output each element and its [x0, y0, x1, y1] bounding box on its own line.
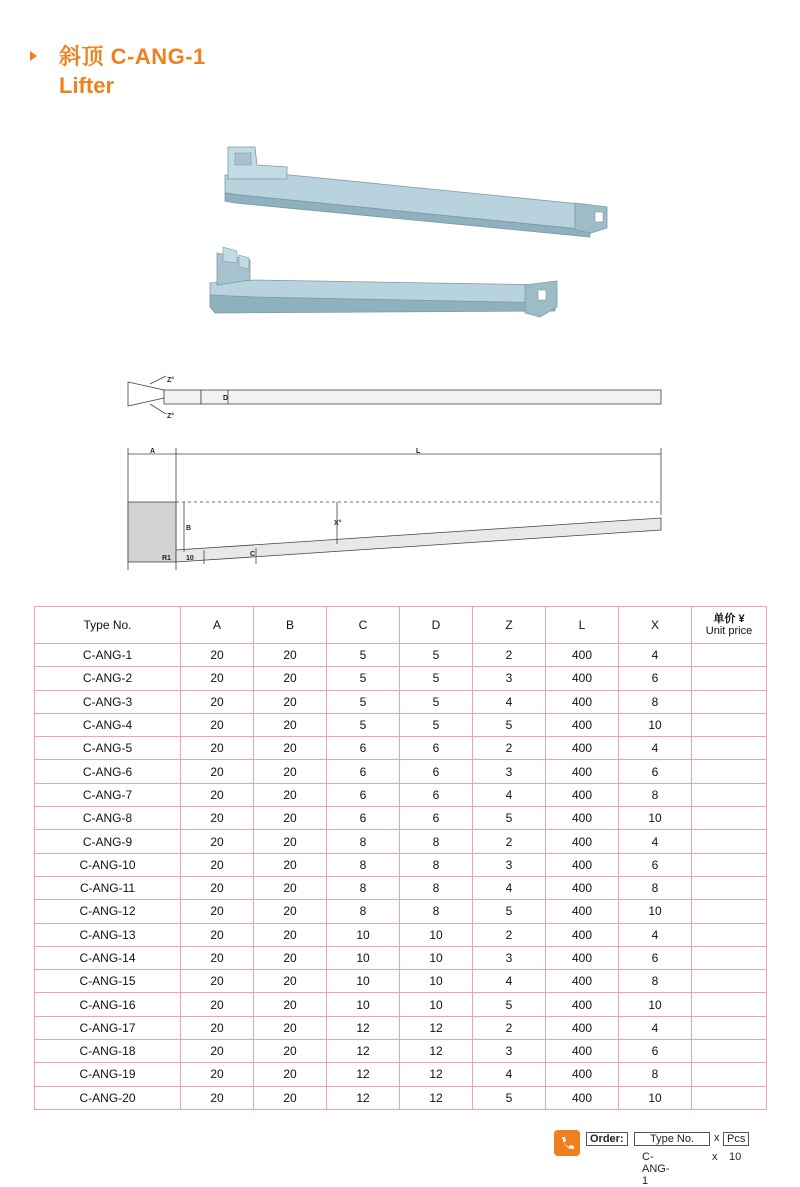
table-cell: 20 [254, 807, 327, 830]
label-z-top: Z° [167, 377, 175, 384]
header-z: Z [473, 607, 546, 644]
table-cell: 3 [473, 667, 546, 690]
table-cell: 12 [400, 1016, 473, 1039]
order-example-qty: 10 [729, 1151, 742, 1163]
table-cell: 8 [327, 900, 400, 923]
table-cell: 400 [546, 1040, 619, 1063]
table-cell: 12 [327, 1016, 400, 1039]
table-cell: 10 [619, 1086, 692, 1109]
lifter-render-top [225, 147, 607, 237]
table-cell: 400 [546, 923, 619, 946]
table-cell: 10 [619, 900, 692, 923]
table-cell: 4 [473, 1063, 546, 1086]
order-type-label: Type No. [634, 1132, 710, 1146]
table-cell: 6 [400, 783, 473, 806]
table-cell: C-ANG-7 [35, 783, 181, 806]
order-example-type: C-ANG-1 [642, 1151, 670, 1187]
table-cell: C-ANG-13 [35, 923, 181, 946]
spec-table [34, 606, 767, 1110]
page-subtitle: Lifter [59, 73, 114, 98]
table-cell: 6 [327, 807, 400, 830]
table-cell: 20 [254, 853, 327, 876]
table-cell: 20 [181, 807, 254, 830]
table-cell: C-ANG-18 [35, 1040, 181, 1063]
label-z-bottom: Z° [167, 413, 175, 420]
table-cell: 20 [254, 760, 327, 783]
table-cell: 20 [254, 993, 327, 1016]
lifter-render-bottom [210, 247, 557, 317]
table-row [35, 946, 767, 969]
table-cell: 6 [619, 946, 692, 969]
table-cell: 8 [619, 876, 692, 899]
top-view [128, 376, 661, 414]
table-cell: 8 [619, 783, 692, 806]
label-c: C [250, 551, 256, 558]
table-cell: 20 [254, 923, 327, 946]
table-row [35, 760, 767, 783]
table-cell: 20 [254, 737, 327, 760]
label-r1: R1 [162, 555, 171, 562]
unit-price-cell [692, 900, 767, 923]
table-row [35, 807, 767, 830]
table-cell: 400 [546, 876, 619, 899]
table-cell: 2 [473, 830, 546, 853]
table-cell: 6 [327, 760, 400, 783]
table-cell: 400 [546, 690, 619, 713]
table-cell: 20 [254, 1086, 327, 1109]
table-cell: 400 [546, 807, 619, 830]
table-cell: 5 [473, 1086, 546, 1109]
table-cell: 20 [181, 900, 254, 923]
table-cell: 20 [254, 830, 327, 853]
table-cell: 6 [400, 760, 473, 783]
unit-price-cell [692, 1016, 767, 1039]
header-a: A [181, 607, 254, 644]
table-cell: 20 [181, 667, 254, 690]
label-a: A [150, 448, 156, 455]
order-label: Order: [586, 1132, 628, 1146]
table-cell: 20 [181, 876, 254, 899]
unit-price-cell [692, 1063, 767, 1086]
lifter-3d-renders [195, 135, 635, 335]
table-cell: 4 [619, 644, 692, 667]
table-row [35, 830, 767, 853]
table-cell: 3 [473, 1040, 546, 1063]
table-cell: 6 [619, 760, 692, 783]
table-cell: 5 [400, 667, 473, 690]
table-cell: 10 [327, 970, 400, 993]
table-cell: C-ANG-4 [35, 713, 181, 736]
header-l: L [546, 607, 619, 644]
table-cell: C-ANG-20 [35, 1086, 181, 1109]
table-cell: C-ANG-16 [35, 993, 181, 1016]
table-row [35, 1016, 767, 1039]
table-cell: C-ANG-6 [35, 760, 181, 783]
table-cell: 4 [473, 783, 546, 806]
order-multiply-sign: x [714, 1132, 720, 1144]
side-view [128, 448, 661, 570]
table-cell: 5 [400, 644, 473, 667]
table-cell: 20 [254, 713, 327, 736]
table-cell: 20 [181, 853, 254, 876]
table-cell: 5 [400, 713, 473, 736]
label-d: D [223, 395, 229, 402]
table-cell: C-ANG-2 [35, 667, 181, 690]
table-cell: 20 [254, 1040, 327, 1063]
table-cell: 20 [181, 783, 254, 806]
table-cell: 400 [546, 1063, 619, 1086]
table-cell: 20 [254, 876, 327, 899]
table-cell: 400 [546, 900, 619, 923]
header-d: D [400, 607, 473, 644]
table-cell: 10 [400, 970, 473, 993]
table-cell: 20 [181, 946, 254, 969]
table-cell: 4 [473, 970, 546, 993]
table-cell: C-ANG-14 [35, 946, 181, 969]
unit-price-cell [692, 713, 767, 736]
table-cell: 20 [181, 644, 254, 667]
table-cell: 4 [473, 876, 546, 899]
table-cell: 5 [327, 667, 400, 690]
table-cell: 20 [181, 690, 254, 713]
table-cell: 12 [400, 1086, 473, 1109]
table-cell: 20 [254, 690, 327, 713]
table-cell: 400 [546, 783, 619, 806]
table-cell: 10 [327, 923, 400, 946]
table-cell: C-ANG-15 [35, 970, 181, 993]
table-row [35, 1040, 767, 1063]
table-cell: 20 [254, 667, 327, 690]
table-cell: 10 [619, 807, 692, 830]
table-header-row [35, 607, 767, 644]
header-b: B [254, 607, 327, 644]
table-cell: 8 [619, 970, 692, 993]
table-cell: 20 [254, 900, 327, 923]
table-row [35, 876, 767, 899]
table-cell: 4 [619, 923, 692, 946]
table-cell: C-ANG-12 [35, 900, 181, 923]
table-cell: 20 [181, 993, 254, 1016]
table-cell: 6 [619, 853, 692, 876]
table-cell: 20 [254, 1016, 327, 1039]
unit-price-cell [692, 667, 767, 690]
table-row [35, 713, 767, 736]
unit-price-cell [692, 690, 767, 713]
table-cell: 12 [400, 1063, 473, 1086]
table-cell: 8 [619, 1063, 692, 1086]
table-cell: 20 [181, 1016, 254, 1039]
table-cell: 2 [473, 923, 546, 946]
table-row [35, 737, 767, 760]
table-cell: 6 [327, 783, 400, 806]
unit-price-cell [692, 946, 767, 969]
table-cell: 6 [619, 1040, 692, 1063]
table-cell: 3 [473, 853, 546, 876]
table-cell: 8 [327, 876, 400, 899]
table-cell: 12 [327, 1063, 400, 1086]
table-cell: C-ANG-5 [35, 737, 181, 760]
table-cell: 5 [473, 807, 546, 830]
lifter-dimension-drawing [120, 370, 680, 570]
table-cell: 4 [473, 690, 546, 713]
label-b: B [186, 525, 192, 532]
table-cell: 8 [327, 853, 400, 876]
table-row [35, 993, 767, 1016]
table-row [35, 783, 767, 806]
table-cell: 20 [254, 970, 327, 993]
table-cell: 5 [473, 900, 546, 923]
table-cell: 8 [619, 690, 692, 713]
table-cell: 5 [327, 690, 400, 713]
table-cell: 10 [400, 923, 473, 946]
table-cell: 8 [400, 876, 473, 899]
table-cell: 3 [473, 946, 546, 969]
table-cell: 5 [400, 690, 473, 713]
table-cell: 10 [619, 993, 692, 1016]
table-cell: C-ANG-19 [35, 1063, 181, 1086]
table-cell: 12 [400, 1040, 473, 1063]
unit-price-cell [692, 1040, 767, 1063]
table-cell: 3 [473, 760, 546, 783]
table-cell: 400 [546, 853, 619, 876]
unit-price-cell [692, 644, 767, 667]
table-cell: 20 [181, 1063, 254, 1086]
table-cell: 6 [619, 667, 692, 690]
table-cell: 20 [254, 1063, 327, 1086]
unit-price-en: Unit price [705, 625, 753, 637]
table-cell: C-ANG-8 [35, 807, 181, 830]
header-c: C [327, 607, 400, 644]
table-cell: C-ANG-11 [35, 876, 181, 899]
table-cell: 20 [181, 1040, 254, 1063]
unit-price-cell [692, 970, 767, 993]
table-cell: 20 [254, 644, 327, 667]
table-cell: 8 [400, 853, 473, 876]
table-row [35, 667, 767, 690]
label-x: X° [334, 520, 342, 527]
table-cell: 6 [400, 807, 473, 830]
table-cell: 6 [400, 737, 473, 760]
table-cell: C-ANG-3 [35, 690, 181, 713]
phone-icon [554, 1130, 580, 1156]
order-pcs-label: Pcs [723, 1132, 749, 1146]
table-cell: 20 [181, 1086, 254, 1109]
table-cell: 8 [400, 900, 473, 923]
table-cell: 10 [619, 713, 692, 736]
table-cell: 20 [181, 830, 254, 853]
table-cell: 10 [327, 946, 400, 969]
table-cell: 400 [546, 946, 619, 969]
table-cell: 6 [327, 737, 400, 760]
table-cell: 10 [400, 993, 473, 1016]
label-l: L [416, 448, 421, 455]
table-cell: 400 [546, 713, 619, 736]
order-example-multiply: x [712, 1151, 718, 1163]
table-cell: 400 [546, 760, 619, 783]
table-cell: 5 [327, 644, 400, 667]
table-cell: C-ANG-9 [35, 830, 181, 853]
table-cell: 400 [546, 1086, 619, 1109]
table-cell: 20 [254, 946, 327, 969]
table-row [35, 690, 767, 713]
table-cell: 2 [473, 1016, 546, 1039]
table-cell: 400 [546, 993, 619, 1016]
table-cell: 400 [546, 830, 619, 853]
table-cell: C-ANG-1 [35, 644, 181, 667]
table-cell: 5 [473, 713, 546, 736]
table-cell: 4 [619, 1016, 692, 1039]
header-unit-price [692, 607, 767, 644]
unit-price-cell [692, 993, 767, 1016]
table-cell: 2 [473, 644, 546, 667]
label-ten: 10 [186, 555, 194, 562]
page-header [30, 40, 206, 99]
triangle-bullet-icon [30, 51, 37, 61]
table-cell: 20 [181, 970, 254, 993]
table-cell: C-ANG-17 [35, 1016, 181, 1039]
table-cell: 4 [619, 830, 692, 853]
table-cell: 400 [546, 644, 619, 667]
table-cell: 8 [400, 830, 473, 853]
table-row [35, 900, 767, 923]
table-row [35, 970, 767, 993]
table-cell: 20 [181, 737, 254, 760]
unit-price-cell [692, 807, 767, 830]
table-cell: 400 [546, 970, 619, 993]
table-cell: 8 [327, 830, 400, 853]
table-cell: 10 [400, 946, 473, 969]
table-cell: 2 [473, 737, 546, 760]
table-row [35, 1063, 767, 1086]
table-cell: 400 [546, 1016, 619, 1039]
table-cell: 4 [619, 737, 692, 760]
table-row [35, 853, 767, 876]
table-cell: 12 [327, 1086, 400, 1109]
table-cell: 20 [254, 783, 327, 806]
table-cell: 400 [546, 737, 619, 760]
unit-price-cell [692, 830, 767, 853]
unit-price-cell [692, 737, 767, 760]
table-cell: 5 [327, 713, 400, 736]
table-cell: 10 [327, 993, 400, 1016]
unit-price-cell [692, 1086, 767, 1109]
unit-price-cell [692, 783, 767, 806]
table-cell: 20 [181, 713, 254, 736]
table-cell: 400 [546, 667, 619, 690]
unit-price-cell [692, 923, 767, 946]
unit-price-cell [692, 853, 767, 876]
unit-price-cn: 单价 ¥ [713, 613, 745, 625]
header-x: X [619, 607, 692, 644]
table-row [35, 1086, 767, 1109]
table-row [35, 644, 767, 667]
table-cell: 20 [181, 923, 254, 946]
table-row [35, 923, 767, 946]
table-cell: C-ANG-10 [35, 853, 181, 876]
table-cell: 5 [473, 993, 546, 1016]
unit-price-cell [692, 876, 767, 899]
unit-price-cell [692, 760, 767, 783]
table-cell: 20 [181, 760, 254, 783]
table-cell: 12 [327, 1040, 400, 1063]
page-title: 斜顶 C-ANG-1 [59, 44, 206, 69]
header-type-no: Type No. [35, 607, 181, 644]
